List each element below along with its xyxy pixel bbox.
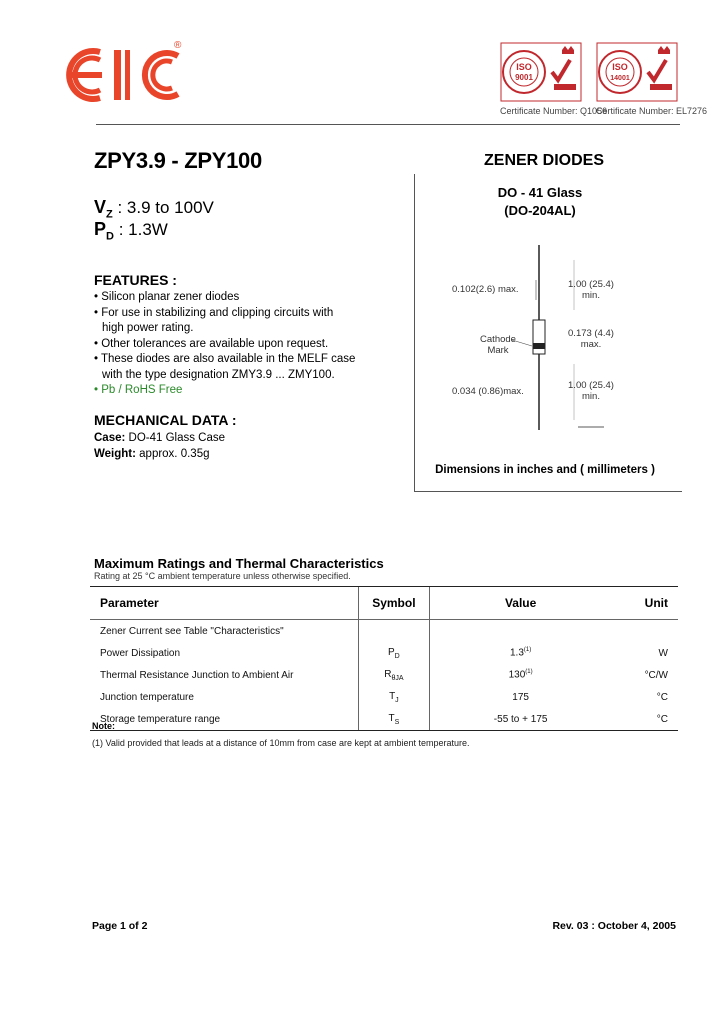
pd-spec [94, 219, 168, 242]
note-1: (1) Valid provided that leads at a distance of 10mm from case are kept at ambient temperature. [92, 738, 470, 748]
header-symbol: Symbol [358, 587, 429, 620]
body-length-label [566, 328, 616, 350]
pd-value: : 1.3W [118, 220, 168, 239]
lead-length-top-label [566, 279, 616, 301]
pd-sub: D [106, 230, 114, 243]
feature-item: high power rating. [102, 322, 194, 334]
pd-symbol: P [94, 219, 107, 239]
weight-value: approx. 0.35g [135, 448, 210, 460]
body-length-value: 0.173 (4.4) [568, 328, 614, 339]
symbol-main: T [388, 712, 395, 724]
symbol-main: R [384, 668, 392, 680]
ratings-table [90, 586, 678, 731]
svg-text:14001: 14001 [610, 75, 630, 82]
table-row [90, 708, 678, 731]
iso9001-badge [500, 42, 582, 102]
feature-item: • For use in stabilizing and clipping circuits with [94, 306, 334, 319]
value-note: (1) [523, 647, 532, 654]
header-parameter: Parameter [90, 587, 358, 620]
table-row [90, 620, 678, 643]
cell-unit: °C/W [644, 669, 668, 681]
product-title: ZPY3.9 - ZPY100 [94, 148, 262, 173]
eic-logo [60, 40, 190, 110]
cell-unit: °C [611, 708, 678, 731]
ratings-subtitle: Rating at 25 °C ambient temperature unless otherwise specified. [94, 571, 351, 581]
cell-value: 175 [429, 686, 611, 708]
package-line1: DO - 41 Glass [497, 185, 583, 200]
vz-value: : 3.9 to 100V [117, 198, 214, 217]
svg-text:9001: 9001 [515, 73, 533, 82]
ratings-title: Maximum Ratings and Thermal Characteristics [94, 556, 384, 571]
body-length-max: max. [580, 339, 602, 350]
feature-item: • These diodes are also available in the MELF case [94, 353, 356, 365]
cell-parameter: Junction temperature [100, 691, 194, 703]
feature-item: • Other tolerances are available upon request. [94, 337, 329, 350]
header-unit: Unit [611, 587, 678, 620]
cell-value [429, 620, 611, 643]
iso14001-badge [596, 42, 678, 102]
symbol-sub: D [394, 652, 400, 660]
lead-length-top-value: 1.00 (25.4) [568, 279, 614, 290]
cert2-number: Certificate Number: EL7276 [596, 106, 708, 116]
body-diameter-label: 0.034 (0.86)max. [452, 386, 524, 397]
lead-length-bottom-label [566, 380, 616, 402]
symbol-main: T [389, 690, 396, 702]
header-divider [96, 124, 680, 125]
case-value: DO-41 Glass Case [125, 432, 226, 444]
case-label: Case: [94, 432, 126, 444]
value-main: 1.3 [510, 647, 524, 659]
table-row [90, 686, 678, 708]
value-main: 130 [508, 669, 526, 681]
symbol-sub: S [394, 718, 400, 726]
table-row [90, 642, 678, 664]
cell-parameter: Zener Current see Table "Characteristics" [100, 625, 284, 637]
cell-value: -55 to + 175 [429, 708, 611, 731]
cell-symbol [358, 664, 429, 686]
cell-unit: °C [656, 691, 668, 703]
features-list [94, 290, 355, 399]
symbol-sub: J [395, 696, 399, 704]
registered-mark: ® [174, 40, 182, 51]
cell-symbol [358, 708, 429, 731]
cell-unit: W [658, 647, 668, 659]
features-heading: FEATURES : [94, 272, 177, 288]
dimensions-caption: Dimensions in inches and ( millimeters ) [435, 464, 655, 476]
lead-diameter-label: 0.102(2.6) max. [452, 284, 519, 295]
note-label: Note: [92, 721, 115, 731]
svg-text:ISO: ISO [516, 62, 532, 72]
cell-parameter: Thermal Resistance Junction to Ambient Air [100, 669, 294, 681]
cell-symbol [358, 620, 429, 643]
package-line2: (DO-204AL) [504, 203, 576, 218]
case-line [94, 430, 225, 446]
mechanical-details [94, 430, 225, 462]
pb-free-item: • Pb / RoHS Free [94, 384, 183, 396]
cell-value [429, 664, 611, 686]
feature-item: • Silicon planar zener diodes [94, 291, 240, 303]
lead-length-bottom-min: min. [582, 391, 600, 402]
vz-spec [94, 197, 214, 220]
weight-label: Weight: [94, 448, 136, 460]
cell-value [429, 642, 611, 664]
lead-length-top-min: min. [582, 290, 600, 301]
value-note: (1) [525, 669, 533, 676]
cathode-mark-label [478, 334, 518, 356]
feature-item: with the type designation ZMY3.9 ... ZMY100. [102, 368, 335, 381]
diode-outline-drawing [414, 240, 681, 440]
cell-parameter: Storage temperature range [90, 708, 358, 731]
cell-symbol [358, 686, 429, 708]
revision-date: Rev. 03 : October 4, 2005 [552, 920, 676, 932]
page-number: Page 1 of 2 [92, 920, 148, 932]
header-value: Value [429, 587, 611, 620]
table-header-row [90, 587, 678, 620]
product-category: ZENER DIODES [484, 152, 605, 169]
symbol-main: P [388, 646, 395, 658]
vz-sub: Z [106, 208, 113, 221]
vz-symbol: V [94, 197, 107, 217]
cert1-number: Certificate Number: Q1056 [500, 106, 608, 116]
table-row [90, 664, 678, 686]
lead-length-bottom-value: 1.00 (25.4) [568, 380, 614, 391]
mechanical-heading: MECHANICAL DATA : [94, 412, 237, 428]
cell-unit [611, 620, 678, 643]
cathode-label-1: Cathode [480, 334, 516, 345]
symbol-sub: θJA [391, 674, 404, 682]
cell-symbol [358, 642, 429, 664]
weight-line [94, 446, 225, 462]
cell-parameter: Power Dissipation [100, 647, 181, 659]
cathode-label-2: Mark [487, 345, 509, 356]
svg-text:ISO: ISO [612, 62, 628, 72]
